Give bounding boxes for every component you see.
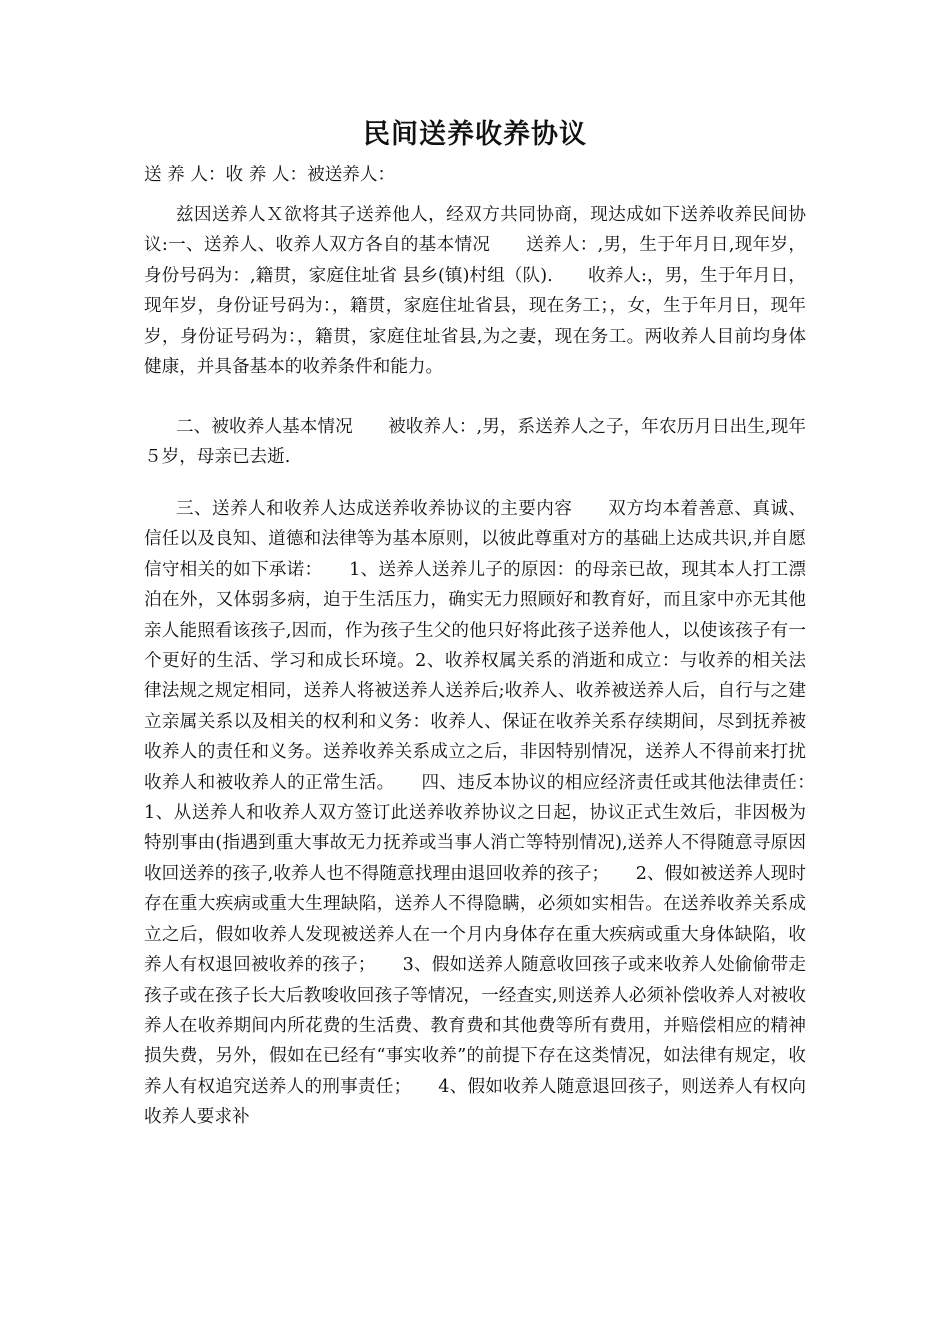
paragraph-basic-info: 兹因送养人Ｘ欲将其子送养他人，经双方共同协商，现达成如下送养收养民间协议:一、送养人、收养人双方各自的基本情况 送养人：,男，生于年月日,现年岁，身份号码为：,籍贯，家庭住址省 县乡(镇)村组（队). 收养人:，男，生于年月日，现年岁，身份证号码为：，籍贯，家庭住址省县，现在务工；，女，生于年月日，现年岁，身份证号码为：，籍贯，家庭住址省县,为之妻，现在务工。两收养人目前均身体健康，并具备基本的收养条件和能力。	[144, 205, 806, 378]
document-title: 民间送养收养协议	[363, 119, 587, 150]
paragraph-agreement-terms: 三、送养人和收养人达成送养收养协议的主要内容 双方均本着善意、真诚、信任以及良知、道德和法律等为基本原则，以彼此尊重对方的基础上达成共识,并自愿信守相关的如下承诺： 1、送养人送养儿子的原因：的母亲已故，现其本人打工漂泊在外，又体弱多病，迫于生活压力，确实无力照顾好和教育好，而且家中亦无其他亲人能照看该孩子,因而，作为孩子生父的他只好将此孩子送养他人，以使该孩子有一个更好的生活、学习和成长环境。2、收养权属关系的消逝和成立：与收养的相关法律法规之规定相同，送养人将被送养人送养后;收养人、收养被送养人后，自行与之建立亲属关系以及相关的权利和义务：收养人、保证在收养关系存续期间，尽到抚养被收养人的责任和义务。送养收养关系成立之后，非因特别情况，送养人不得前来打扰收养人和被收养人的正常生活。 四、违反本协议的相应经济责任或其他法律责任： 1、从送养人和收养人双方签订此送养收养协议之日起，协议正式生效后，非因极为特别事由(指遇到重大事故无力抚养或当事人消亡等特别情况),送养人不得随意寻原因收回送养的孩子,收养人也不得随意找理由退回收养的孩子； 2、假如被送养人现时存在重大疾病或重大生理缺陷，送养人不得隐瞒，必须如实相告。在送养收养关系成立之后，假如收养人发现被送养人在一个月内身体存在重大疾病或重大身体缺陷，收养人有权退回被收养的孩子； 3、假如送养人随意收回孩子或来收养人处偷偷带走孩子或在孩子长大后教唆收回孩子等情况，一经查实,则送养人必须补偿收养人对被收养人在收养期间内所花费的生活费、教育费和其他费等所有费用，并赔偿相应的精神损失费，另外，假如在已经有“事实收养”的前提下存在这类情况，如法律有规定，收养人有权追究送养人的刑事责任； 4、假如收养人随意退回孩子，则送养人有权向收养人要求补	[144, 499, 842, 1128]
paragraph-adoptee-info: 二、被收养人基本情况 被收养人：,男，系送养人之子，年农历月日出生,现年５岁，母亲已去逝.	[144, 417, 806, 468]
parties-line: 送 养 人：收 养 人：被送养人：	[144, 165, 396, 185]
